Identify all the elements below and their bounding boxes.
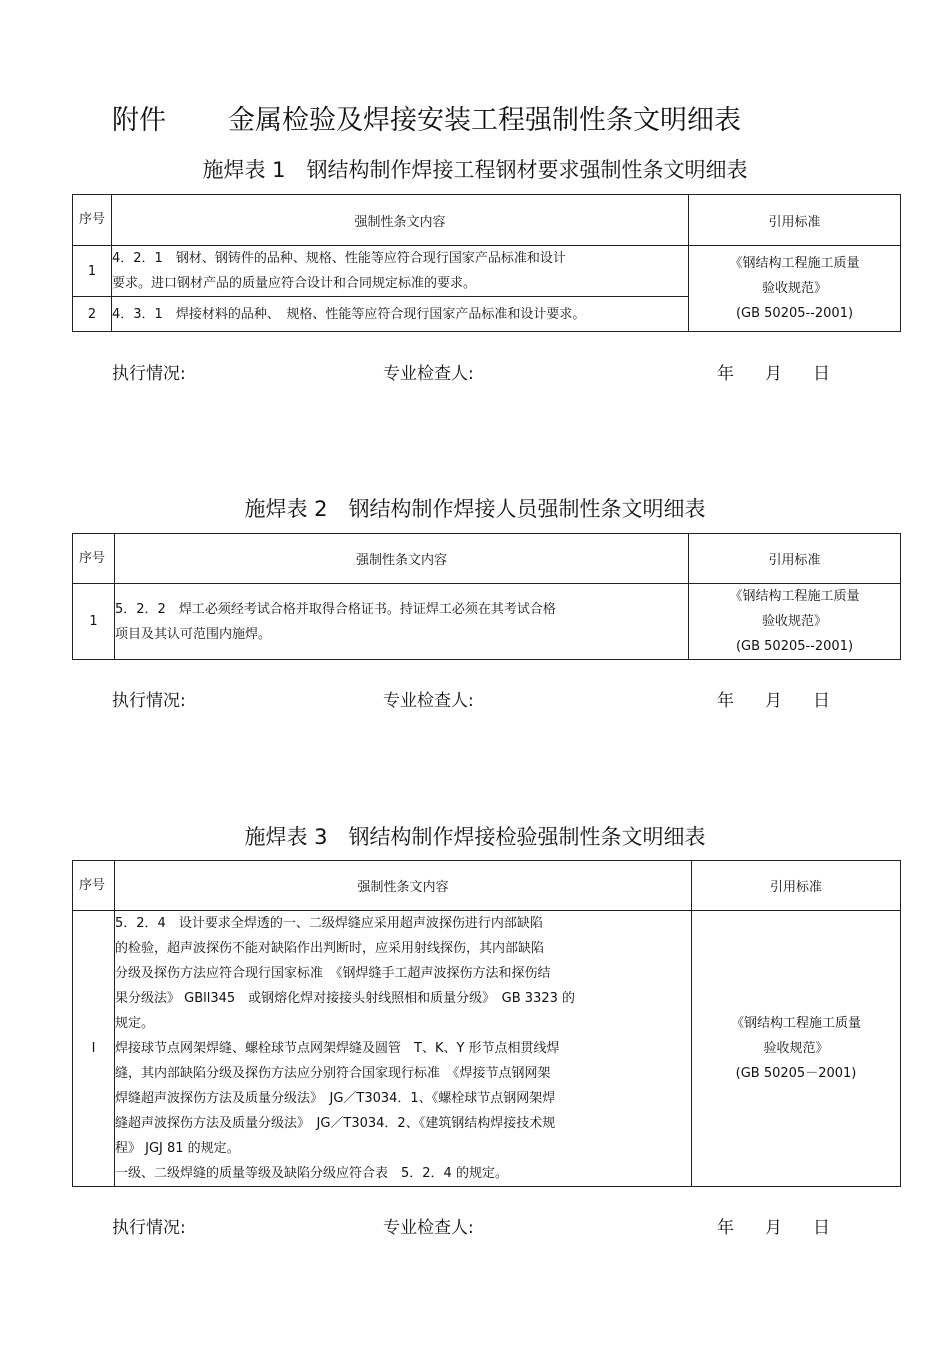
content-line: 分级及探伤方法应符合现行国家标准 《钢焊缝手工超声波探伤方法和探伤结 xyxy=(115,966,551,981)
reference-line: 验收规范》 xyxy=(763,1041,829,1056)
reference-line: 验收规范》 xyxy=(761,281,827,296)
content-line: 果分级法》 GBll345 或钢熔化焊对接接头射线照相和质量分级》 GB 3323 的 xyxy=(115,991,576,1006)
main-title xyxy=(112,98,741,137)
day-label: 日 xyxy=(813,691,830,711)
content-line: 缝，其内部缺陷分级及探伤方法应分别符合国家现行标准 《焊接节点钢网架 xyxy=(115,1066,551,1081)
content-line: 规定。 xyxy=(115,1016,155,1031)
content-line: 5．2．4 设计要求全焊透的一、二级焊缝应采用超声波探伤进行内部缺陷 xyxy=(115,916,543,931)
attachment-label: 附件 xyxy=(112,105,166,136)
content-line: 焊接球节点网架焊缝、螺栓球节点网架焊缝及圆管 T、K、Y 形节点相贯线焊 xyxy=(115,1041,560,1056)
row-content xyxy=(112,297,689,332)
col-content-header: 强制性条文内容 xyxy=(112,195,689,246)
reference-line: 《钢结构工程施工质量 xyxy=(729,256,860,271)
reference-line: 验收规范》 xyxy=(761,614,827,629)
content-line: 4．3．1 焊接材料的品种、 规格、性能等应符合现行国家产品标准和设计要求。 xyxy=(112,306,586,322)
col-ref-header: 引用标准 xyxy=(689,534,901,584)
row-content xyxy=(115,584,689,660)
inspector-label: 专业检查人: xyxy=(383,364,474,384)
content-line: 项目及其认可范围内施焊。 xyxy=(115,626,272,642)
col-no-header: 序号 xyxy=(73,195,112,246)
table-1-title: 施焊表 1 钢结构制作焊接工程钢材要求强制性条文明细表 xyxy=(202,158,748,182)
table-row xyxy=(73,246,901,297)
inspector-label: 专业检查人: xyxy=(383,1218,474,1238)
year-label: 年 xyxy=(717,364,734,384)
row-number: I xyxy=(73,911,115,1187)
table-1 xyxy=(72,194,901,332)
table-2-title: 施焊表 2 钢结构制作焊接人员强制性条文明细表 xyxy=(244,497,706,521)
reference-standard xyxy=(689,246,901,332)
content-line: 要求。进口钢材产品的质量应符合设计和合同规定标准的要求。 xyxy=(112,276,477,291)
content-line: 4．2．1 钢材、钢铸件的品种、规格、性能等应符合现行国家产品标准和设计 xyxy=(112,251,566,266)
col-ref-header: 引用标准 xyxy=(692,861,901,911)
execution-status-label: 执行情况: xyxy=(112,691,186,711)
col-ref-header: 引用标准 xyxy=(689,195,901,246)
table-header-row xyxy=(73,195,901,246)
table-row xyxy=(73,584,901,660)
table-3 xyxy=(72,860,901,1187)
reference-line: 《钢结构工程施工质量 xyxy=(729,589,860,604)
table-header-row xyxy=(73,534,901,584)
col-content-header: 强制性条文内容 xyxy=(115,861,692,911)
inspector-label: 专业检查人: xyxy=(383,691,474,711)
col-content-header: 强制性条文内容 xyxy=(115,534,689,584)
content-line: 的检验，超声波探伤不能对缺陷作出判断时，应采用射线探伤，其内部缺陷 xyxy=(115,941,545,956)
content-line: 程》 JGJ 81 的规定。 xyxy=(115,1141,240,1156)
col-no-header: 序号 xyxy=(73,534,115,584)
row-content xyxy=(115,911,692,1187)
table-1-footer xyxy=(0,359,950,383)
content-line: 焊缝超声波探伤方法及质量分级法》 JG／T3034．1、《螺栓球节点钢网架焊 xyxy=(115,1091,556,1106)
row-number: 1 xyxy=(73,246,112,297)
month-label: 月 xyxy=(765,364,782,384)
reference-line: (GB 50205--2001) xyxy=(735,639,854,654)
day-label: 日 xyxy=(813,364,830,384)
table-2 xyxy=(72,533,901,660)
table-header-row xyxy=(73,861,901,911)
table-3-footer xyxy=(0,1213,950,1237)
content-line: 一级、二级焊缝的质量等级及缺陷分级应符合表 5．2．4 的规定。 xyxy=(115,1166,508,1181)
reference-line: (GB 50205－2001) xyxy=(735,1066,857,1081)
content-line: 缝超声波探伤方法及质量分级法》 JG／T3034．2、《建筑钢结构焊接技术规 xyxy=(115,1116,556,1131)
row-number: 2 xyxy=(73,297,112,332)
row-content xyxy=(112,246,689,297)
execution-status-label: 执行情况: xyxy=(112,364,186,384)
day-label: 日 xyxy=(813,1218,830,1238)
content-line: 5．2．2 焊工必须经考试合格并取得合格证书。持证焊工必须在其考试合格 xyxy=(115,601,556,617)
month-label: 月 xyxy=(765,691,782,711)
execution-status-label: 执行情况: xyxy=(112,1218,186,1238)
table-3-title: 施焊表 3 钢结构制作焊接检验强制性条文明细表 xyxy=(244,825,706,849)
reference-line: 《钢结构工程施工质量 xyxy=(730,1016,861,1031)
reference-line: (GB 50205--2001) xyxy=(735,306,854,321)
reference-standard xyxy=(689,584,901,660)
table-row xyxy=(73,911,901,1187)
month-label: 月 xyxy=(765,1218,782,1238)
year-label: 年 xyxy=(717,691,734,711)
main-title-text: 金属检验及焊接安装工程强制性条文明细表 xyxy=(228,105,741,136)
col-no-header: 序号 xyxy=(73,861,115,911)
reference-standard xyxy=(692,911,901,1187)
row-number: 1 xyxy=(73,584,115,660)
year-label: 年 xyxy=(717,1218,734,1238)
table-2-footer xyxy=(0,686,950,710)
